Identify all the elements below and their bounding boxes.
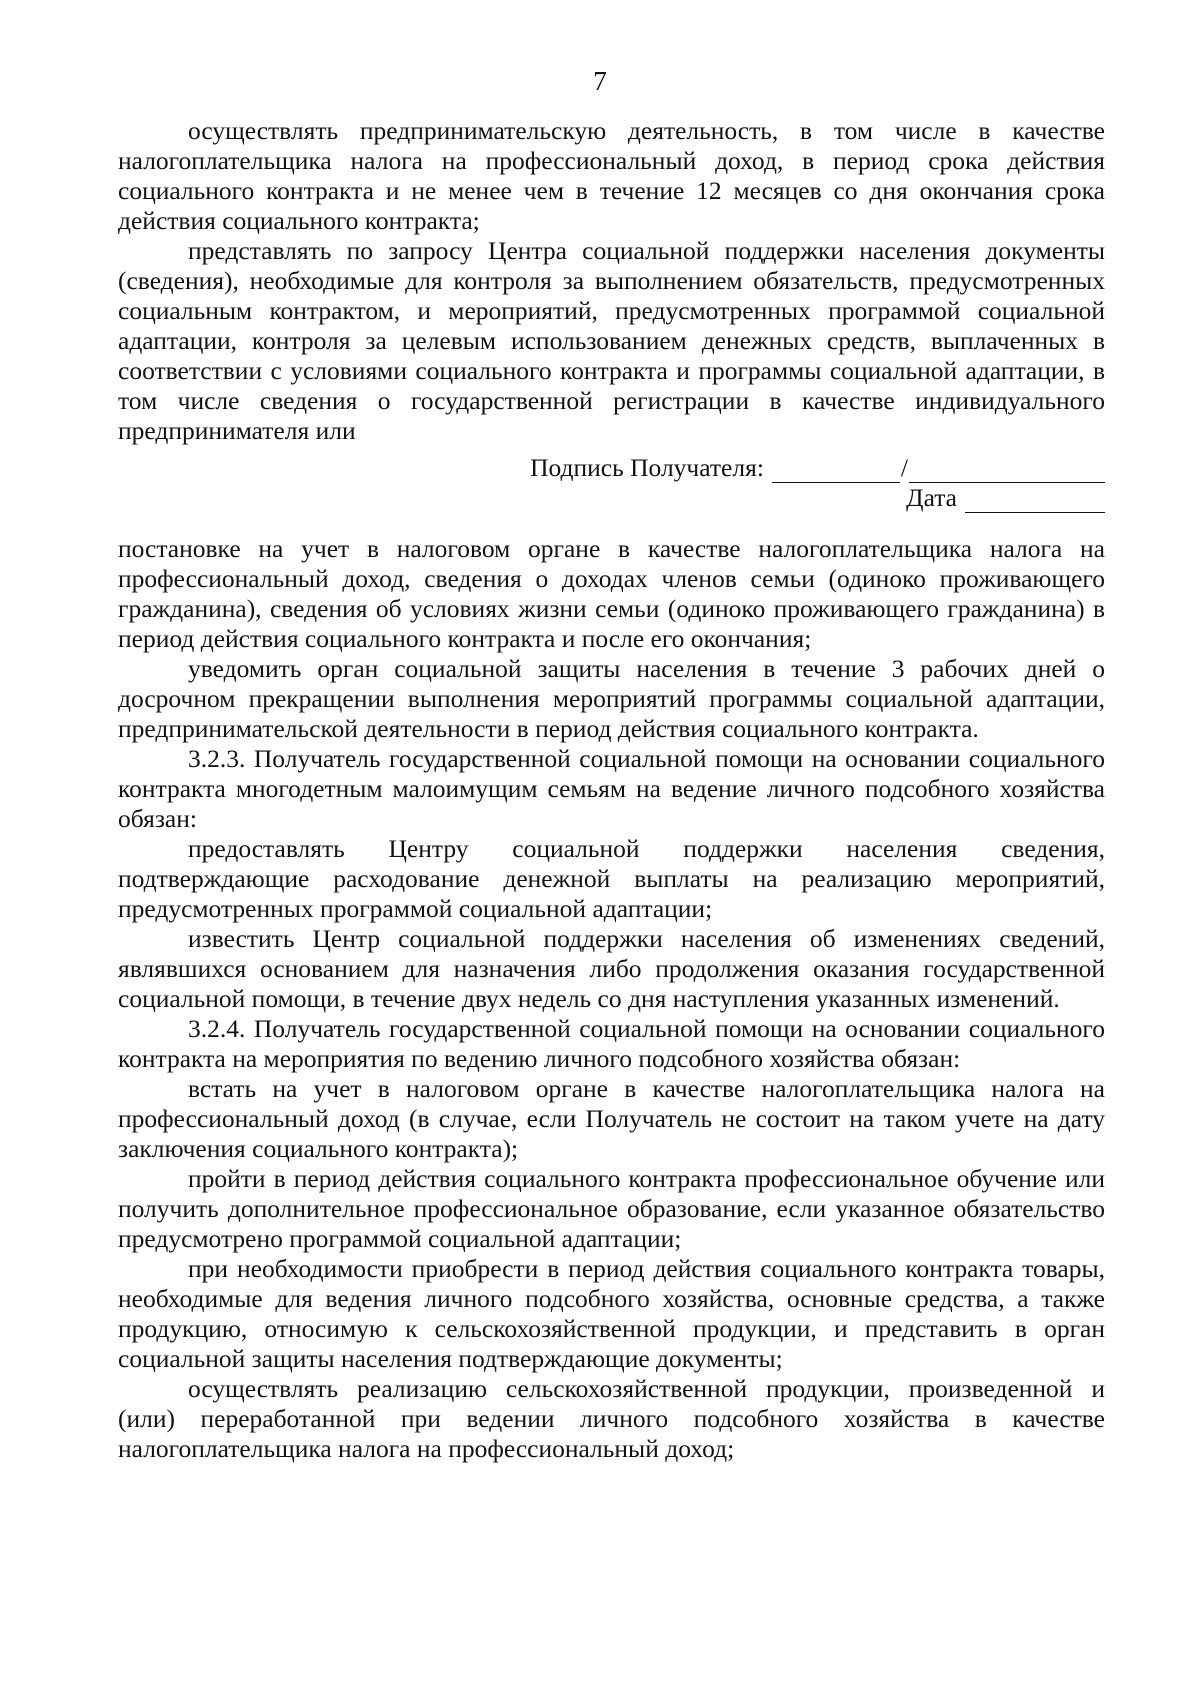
paragraph: постановке на учет в налоговом органе в качестве налогоплательщика налога на профессиональный доход, сведения о доходах членов семьи (одиноко проживающего гражданина), сведения об условиях жизни семьи (одиноко проживающего гражданина) в период действия социального контракта и после его окончания;: [118, 534, 1105, 653]
signature-area: [118, 453, 1105, 513]
paragraph: известить Центр социальной поддержки населения об изменениях сведений, являвшихся основанием для назначения либо продолжения оказания государственной социальной помощи, в течение двух недель со дня наступления указанных изменений.: [118, 924, 1105, 1013]
signature-row: [118, 453, 1105, 483]
paragraph: осуществлять реализацию сельскохозяйственной продукции, произведенной и (или) переработанной при ведении личного подсобного хозяйства в качестве налогоплательщика налога на профессиональный доход;: [118, 1374, 1105, 1463]
signature-line: [772, 458, 900, 483]
paragraph: осуществлять предпринимательскую деятельность, в том числе в качестве налогоплательщика налога на профессиональный доход, в период срока действия социального контракта и не менее чем в течение 12 месяцев со дня окончания срока действия социального контракта;: [118, 116, 1105, 235]
text-block-main: [118, 534, 1105, 1464]
name-line: [909, 458, 1105, 483]
paragraph: встать на учет в налоговом органе в качестве налогоплательщика налога на профессиональный доход (в случае, если Получатель не состоит на таком учете на дату заключения социального контракта);: [118, 1074, 1105, 1163]
section-3-2-3: 3.2.3. Получатель государственной социальной помощи на основании социального контракта многодетным малоимущим семьям на ведение личного подсобного хозяйства обязан:: [118, 744, 1105, 833]
page-number: 7: [593, 66, 607, 96]
paragraph: предоставлять Центру социальной поддержки населения сведения, подтверждающие расходование денежной выплаты на реализацию мероприятий, предусмотренных программой социальной адаптации;: [118, 834, 1105, 923]
text-block-top: [118, 116, 1105, 446]
date-row: [118, 483, 1105, 513]
paragraph: при необходимости приобрести в период действия социального контракта товары, необходимые для ведения личного подсобного хозяйства, основные средства, а также продукцию, относимую к сельскохозяйственной продукции, и представить в орган социальной защиты населения подтверждающие документы;: [118, 1254, 1105, 1373]
section-3-2-4: 3.2.4. Получатель государственной социальной помощи на основании социального контракта на мероприятия по ведению личного подсобного хозяйства обязан:: [118, 1014, 1105, 1073]
paragraph: уведомить орган социальной защиты населения в течение 3 рабочих дней о досрочном прекращении выполнения мероприятий программы социальной адаптации, предпринимательской деятельности в период действия социального контракта.: [118, 654, 1105, 743]
signature-separator: /: [900, 453, 908, 482]
signature-label: Подпись Получателя:: [530, 453, 764, 482]
date-line: [965, 488, 1105, 513]
paragraph: пройти в период действия социального контракта профессиональное обучение или получить дополнительное профессиональное образование, если указанное обязательство предусмотрено программой социальной адаптации;: [118, 1164, 1105, 1253]
paragraph: представлять по запросу Центра социальной поддержки населения документы (сведения), необходимые для контроля за выполнением обязательств, предусмотренных социальным контрактом, и мероприятий, предусмотренных программой социальной адаптации, контроля за целевым использованием денежных средств, выплаченных в соответствии с условиями социального контракта и программы социальной адаптации, в том числе сведения о государственной регистрации в качестве индивидуального предпринимателя или: [118, 236, 1105, 445]
date-label: Дата: [906, 483, 957, 512]
